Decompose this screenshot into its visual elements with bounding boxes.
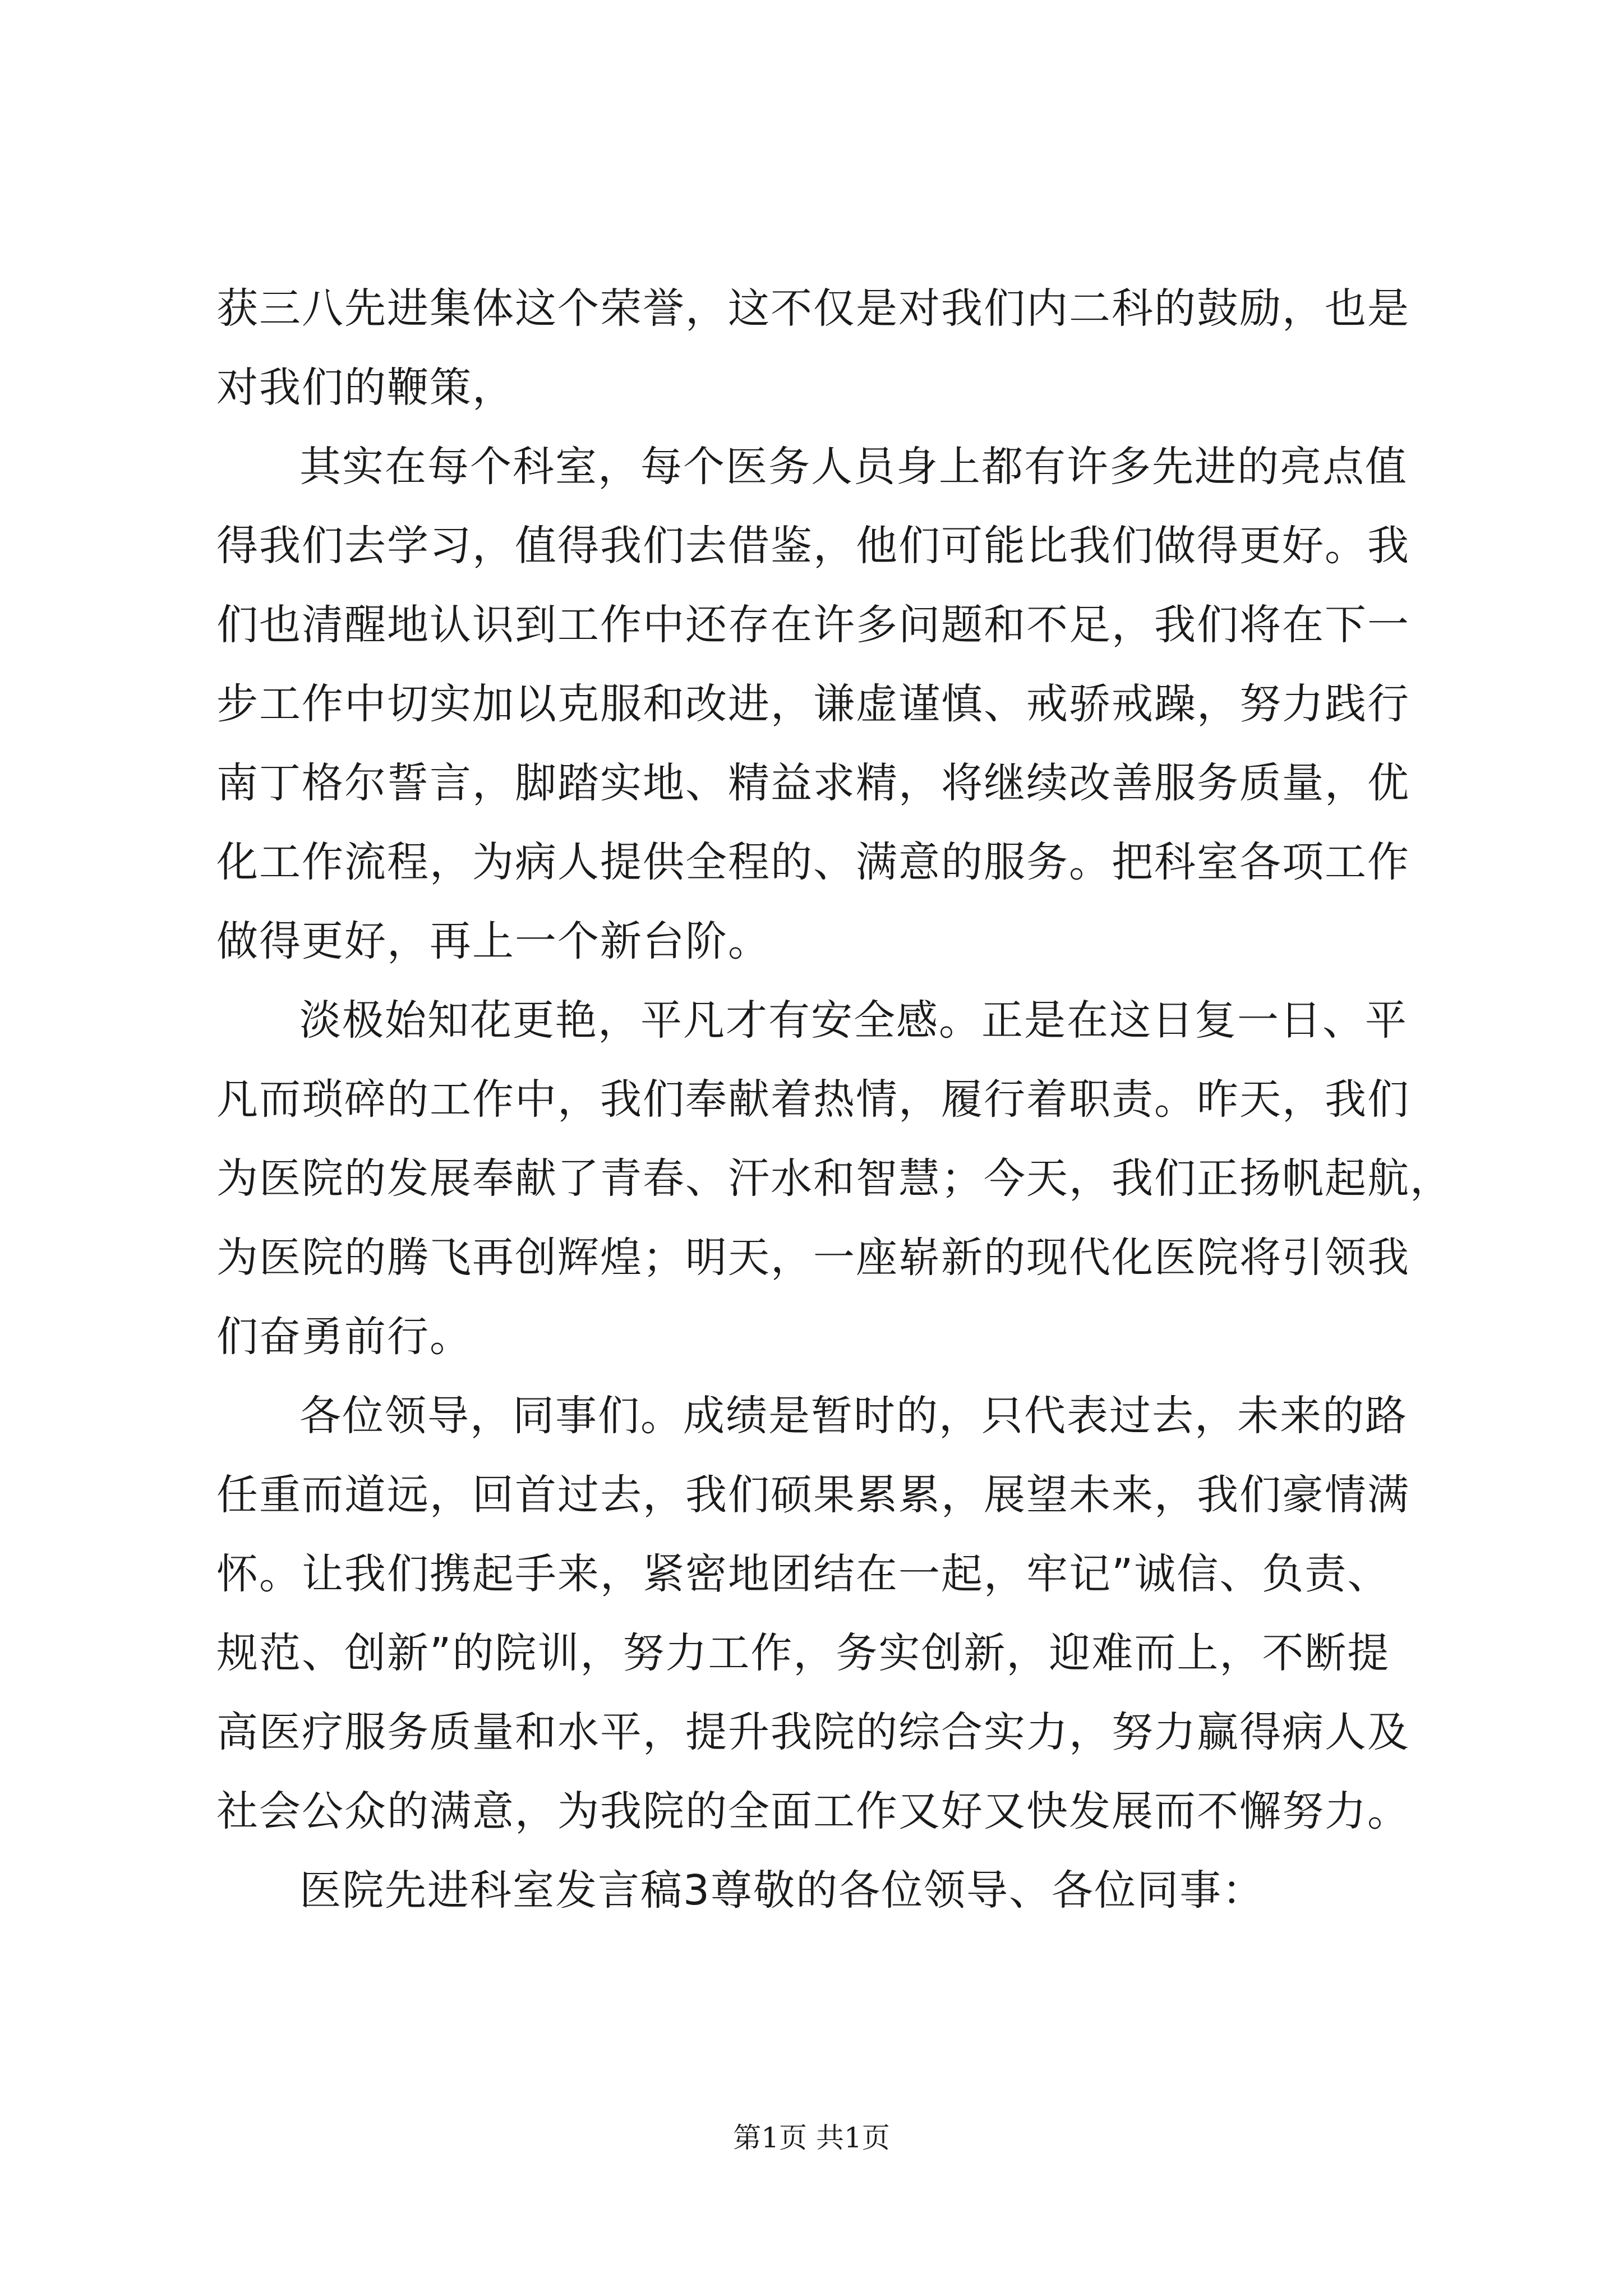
paragraph-4 (216, 1377, 1439, 1851)
text-line: 社会公众的满意，为我院的全面工作又好又快发展而不懈努力。 (216, 1787, 1410, 1835)
text-line: 规范、创新”的院训，努力工作，务实创新，迎难而上，不断提 (216, 1629, 1390, 1677)
text-line: 做得更好，再上一个新台阶。 (216, 917, 771, 965)
text-line: 步工作中切实加以克服和改进，谦虚谨慎、戒骄戒躁，努力践行 (216, 680, 1410, 728)
text-line: 为医院的发展奉献了青春、汗水和智慧；今天，我们正扬帆起航， (216, 1154, 1453, 1203)
paragraph-3 (216, 981, 1453, 1377)
text-line: 得我们去学习，值得我们去借鉴，他们可能比我们做得更好。我 (216, 522, 1410, 570)
text-line: 为医院的腾飞再创辉煌；明天，一座崭新的现代化医院将引领我 (216, 1234, 1410, 1282)
text-line: 医院先进科室发言稿3尊敬的各位领导、各位同事： (299, 1866, 1265, 1915)
text-line: 对我们的鞭策， (216, 364, 515, 412)
text-line: 各位领导，同事们。成绩是暂时的，只代表过去，未来的路 (299, 1392, 1408, 1440)
text-line: 化工作流程，为病人提供全程的、满意的服务。把科室各项工作 (216, 838, 1410, 886)
text-line: 其实在每个科室，每个医务人员身上都有许多先进的亮点值 (299, 443, 1408, 491)
text-line: 获三八先进集体这个荣誉，这不仅是对我们内二科的鼓励，也是 (216, 284, 1410, 333)
paragraph-5 (216, 1851, 1439, 1930)
text-line: 们也清醒地认识到工作中还存在许多问题和不足，我们将在下一 (216, 601, 1410, 649)
text-line: 淡极始知花更艳，平凡才有安全感。正是在这日复一日、平 (299, 996, 1408, 1045)
paragraph-2 (216, 427, 1439, 981)
paragraph-1 (216, 269, 1439, 427)
text-line: 怀。让我们携起手来，紧密地团结在一起，牢记”诚信、负责、 (216, 1550, 1390, 1598)
text-line: 凡而琐碎的工作中，我们奉献着热情，履行着职责。昨天，我们 (216, 1075, 1410, 1124)
text-line: 任重而道远，回首过去，我们硕果累累，展望未来，我们豪情满 (216, 1471, 1410, 1519)
page-footer: 第1页 共1页 (733, 2122, 890, 2154)
text-line: 们奋勇前行。 (216, 1313, 472, 1361)
text-line: 南丁格尔誓言，脚踏实地、精益求精，将继续改善服务质量，优 (216, 759, 1410, 807)
document-body (216, 269, 1453, 1930)
text-line: 高医疗服务质量和水平，提升我院的综合实力，努力赢得病人及 (216, 1708, 1410, 1756)
